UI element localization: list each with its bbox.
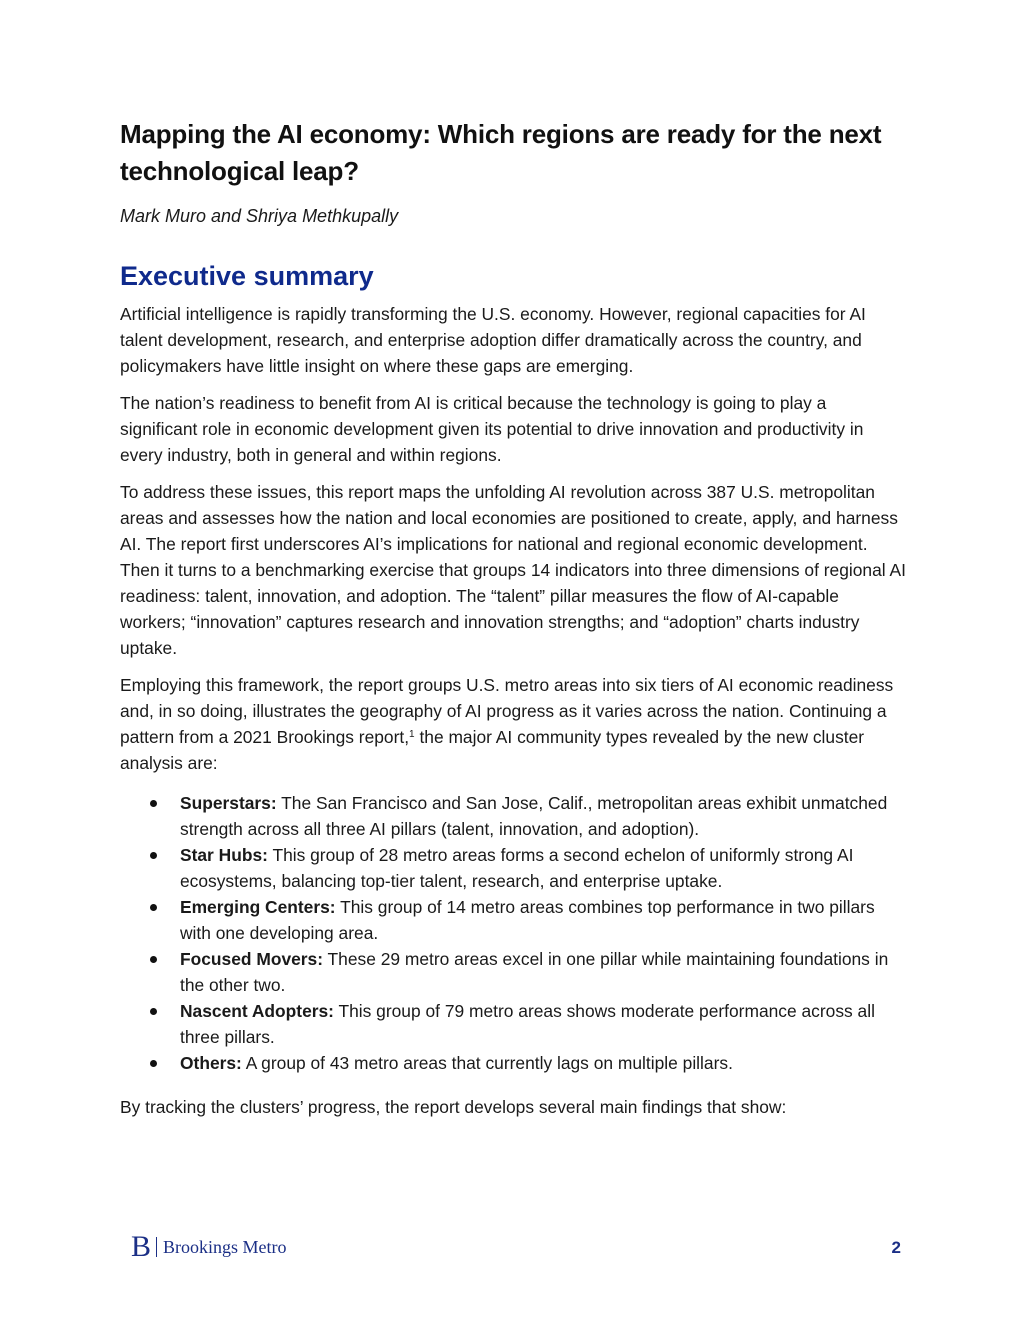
- document-title: Mapping the AI economy: Which regions are ready for the next technological leap?: [120, 119, 882, 186]
- cluster-item-focused-movers: [120, 946, 906, 998]
- framework-paragraph: [120, 672, 906, 776]
- footnote-marker[interactable]: 1: [409, 729, 415, 740]
- cluster-term: Others:: [180, 1053, 242, 1073]
- cluster-description: A group of 43 metro areas that currently lags on multiple pillars.: [241, 1053, 733, 1073]
- summary-paragraph-3: To address these issues, this report maps the unfolding AI revolution across 387 U.S. metropolitan areas and assesses how the nation and local economies are positioned to create, apply, and harness AI. The report first underscores AI’s implications for national and regional economic development. Then it turns to a benchmarking exercise that groups 14 indicators into three dimensions of regional AI readiness: talent, innovation, and adoption. The “talent” pillar measures the flow of AI-capable workers; “innovation” captures research and innovation strengths; and “adoption” charts industry uptake.: [120, 482, 906, 658]
- cluster-item-nascent-adopters: [120, 998, 906, 1050]
- logo-divider: [156, 1237, 157, 1257]
- document-authors: Mark Muro and Shriya Methkupally: [120, 206, 399, 226]
- cluster-item-superstars: [120, 790, 906, 842]
- cluster-item-emerging-centers: [120, 894, 906, 946]
- cluster-term: Emerging Centers:: [180, 897, 336, 917]
- cluster-description: These 29 metro areas excel in one pillar while maintaining foundations in the other two.: [180, 949, 889, 995]
- brookings-metro-logo: [131, 1232, 287, 1262]
- cluster-list: [120, 790, 906, 1076]
- bullet-icon: [150, 1060, 157, 1067]
- bullet-icon: [150, 1008, 157, 1015]
- framework-text-before: Employing this framework, the report groups U.S. metro areas into six tiers of AI economic readiness and, in so doing, illustrates the geography of AI progress as it varies across the nation. Continuing a pattern from a 2021 Brookings report,: [120, 675, 894, 747]
- cluster-description: This group of 28 metro areas forms a second echelon of uniformly strong AI ecosystems, balancing top-tier talent, research, and enterprise uptake.: [180, 845, 854, 891]
- summary-paragraph-2: The nation’s readiness to benefit from AI is critical because the technology is going to play a significant role in economic development given its potential to drive innovation and productivity in every industry, both in general and within regions.: [120, 393, 864, 465]
- cluster-item-others: [120, 1050, 906, 1076]
- closing-paragraph: By tracking the clusters’ progress, the report develops several main findings that show:: [120, 1097, 787, 1117]
- cluster-term: Focused Movers:: [180, 949, 324, 969]
- cluster-item-star-hubs: [120, 842, 906, 894]
- cluster-description: This group of 14 metro areas combines top performance in two pillars with one developing area.: [180, 897, 875, 943]
- section-heading: Executive summary: [120, 261, 374, 291]
- page-number: 2: [891, 1238, 901, 1257]
- logo-wordmark: Brookings Metro: [163, 1236, 287, 1257]
- bullet-icon: [150, 800, 157, 807]
- bullet-icon: [150, 956, 157, 963]
- page-footer: [131, 1232, 901, 1262]
- cluster-description: This group of 79 metro areas shows moderate performance across all three pillars.: [180, 1001, 875, 1047]
- cluster-term: Superstars:: [180, 793, 277, 813]
- document-page: [120, 116, 906, 1120]
- framework-text-after: the major AI community types revealed by the new cluster analysis are:: [120, 727, 865, 773]
- bullet-icon: [150, 904, 157, 911]
- cluster-term: Star Hubs:: [180, 845, 268, 865]
- bullet-icon: [150, 852, 157, 859]
- cluster-term: Nascent Adopters:: [180, 1001, 334, 1021]
- brookings-b-icon: B: [131, 1230, 152, 1263]
- summary-paragraph-1: Artificial intelligence is rapidly transforming the U.S. economy. However, regional capacities for AI talent development, research, and enterprise adoption differ dramatically across the country, and policymakers have little insight on where these gaps are emerging.: [120, 304, 866, 376]
- cluster-description: The San Francisco and San Jose, Calif., metropolitan areas exhibit unmatched strength across all three AI pillars (talent, innovation, and adoption).: [180, 793, 888, 839]
